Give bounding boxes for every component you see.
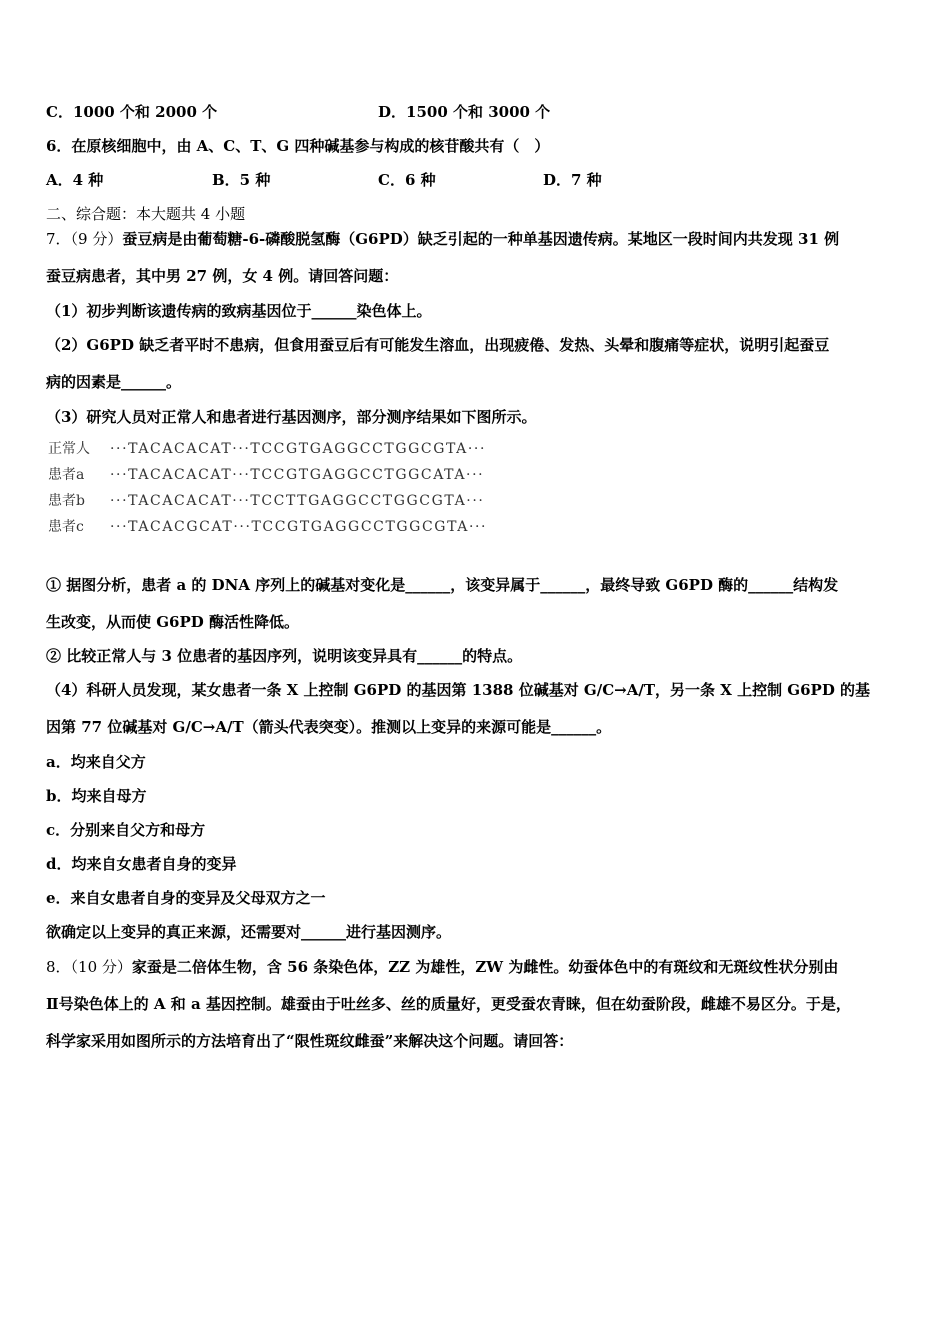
q7-number: 7．（9 分） [46, 230, 123, 248]
q8-line-3: 科学家采用如图所示的方法培育出了“限性斑纹雌蚕”来解决这个问题。请回答： [46, 1032, 574, 1050]
sequence-label: 患者b [48, 493, 85, 509]
q7-line-2: 蚕豆病患者，其中男 27 例，女 4 例。请回答问题： [46, 267, 399, 285]
q7-line-1 [46, 229, 839, 249]
q7-choice-b: b．均来自母方 [46, 787, 147, 805]
sequence-row [48, 492, 484, 510]
q5-option-c: C．1000 个和 2000 个 [46, 103, 218, 121]
q7-circle-1-line-2: 生改变，从而使 G6PD 酶活性降低。 [46, 613, 299, 631]
sequence-row [48, 440, 486, 458]
q7-choice-e: e．来自女患者自身的变异及父母双方之一 [46, 889, 326, 907]
q8-line-1 [46, 957, 838, 977]
q8-line-2: Ⅱ号染色体上的 A 和 a 基因控制。雄蚕由于吐丝多、丝的质量好，更受蚕农青睐，但在幼蚕阶段，雌雄不易区分。于是， [46, 995, 851, 1013]
q7-choice-c: c．分别来自父方和母方 [46, 821, 206, 839]
sequence-text: ···TACACGCAT···TCCGTGAGGCCTGGCGTA··· [110, 519, 488, 535]
q5-option-d: D．1500 个和 3000 个 [378, 103, 551, 121]
sequence-row [48, 518, 487, 536]
section-title: 二、综合题：本大题共 4 小题 [46, 205, 246, 223]
q6-option-b: B．5 种 [212, 171, 271, 189]
q7-sub-3: （3）研究人员对正常人和患者进行基因测序，部分测序结果如下图所示。 [46, 408, 537, 426]
q7-circle-2: ② 比较正常人与 3 位患者的基因序列，说明该变异具有______的特点。 [46, 647, 523, 665]
q7-sub-4-line-2: 因第 77 位碱基对 G/C→A/T（箭头代表突变）。推测以上变异的来源可能是______。 [46, 718, 612, 736]
sequence-label: 患者a [48, 467, 85, 483]
q7-choice-d: d．均来自女患者自身的变异 [46, 855, 237, 873]
sequence-text: ···TACACACAT···TCCTTGAGGCCTGGCGTA··· [110, 493, 485, 509]
sequence-label: 患者c [48, 519, 84, 535]
q7-sub-4-line-1: （4）科研人员发现，某女患者一条 X 上控制 G6PD 的基因第 1388 位碱基对 G/C→A/T，另一条 X 上控制 G6PD 的基 [46, 681, 871, 699]
q8-line-1-text: 家蚕是二倍体生物，含 56 条染色体，ZZ 为雄性，ZW 为雌性。幼蚕体色中的有斑纹和无斑纹性状分别由 [131, 958, 839, 976]
sequence-text: ···TACACACAT···TCCGTGAGGCCTGGCATA··· [110, 467, 485, 483]
q8-number: 8．（10 分） [46, 958, 132, 976]
q7-sub-1: （1）初步判断该遗传病的致病基因位于______染色体上。 [46, 302, 432, 320]
q7-line-1-text: 蚕豆病是由葡萄糖-6-磷酸脱氢酶（G6PD）缺乏引起的一种单基因遗传病。某地区一段时间内共发现 31 例 [122, 230, 840, 248]
q7-sub-2-line-1: （2）G6PD 缺乏者平时不患病，但食用蚕豆后有可能发生溶血，出现疲倦、发热、头晕和腹痛等症状，说明引起蚕豆 [46, 336, 830, 354]
q7-sub-2-line-2: 病的因素是______。 [46, 373, 182, 391]
sequence-row [48, 466, 484, 484]
q6-option-d: D．7 种 [543, 171, 602, 189]
q6-stem: 6．在原核细胞中，由 A、C、T、G 四种碱基参与构成的核苷酸共有（ ） [46, 137, 550, 155]
q7-choice-a: a．均来自父方 [46, 753, 146, 771]
q6-option-a: A．4 种 [46, 171, 104, 189]
sequence-text: ···TACACACAT···TCCGTGAGGCCTGGCGTA··· [110, 441, 487, 457]
q7-final: 欲确定以上变异的真正来源，还需要对______进行基因测序。 [46, 923, 452, 941]
sequence-label: 正常人 [48, 441, 90, 457]
q7-circle-1-line-1: ① 据图分析，患者 a 的 DNA 序列上的碱基对变化是______，该变异属于______，最终导致 G6PD 酶的______结构发 [46, 576, 839, 594]
q6-option-c: C．6 种 [378, 171, 436, 189]
